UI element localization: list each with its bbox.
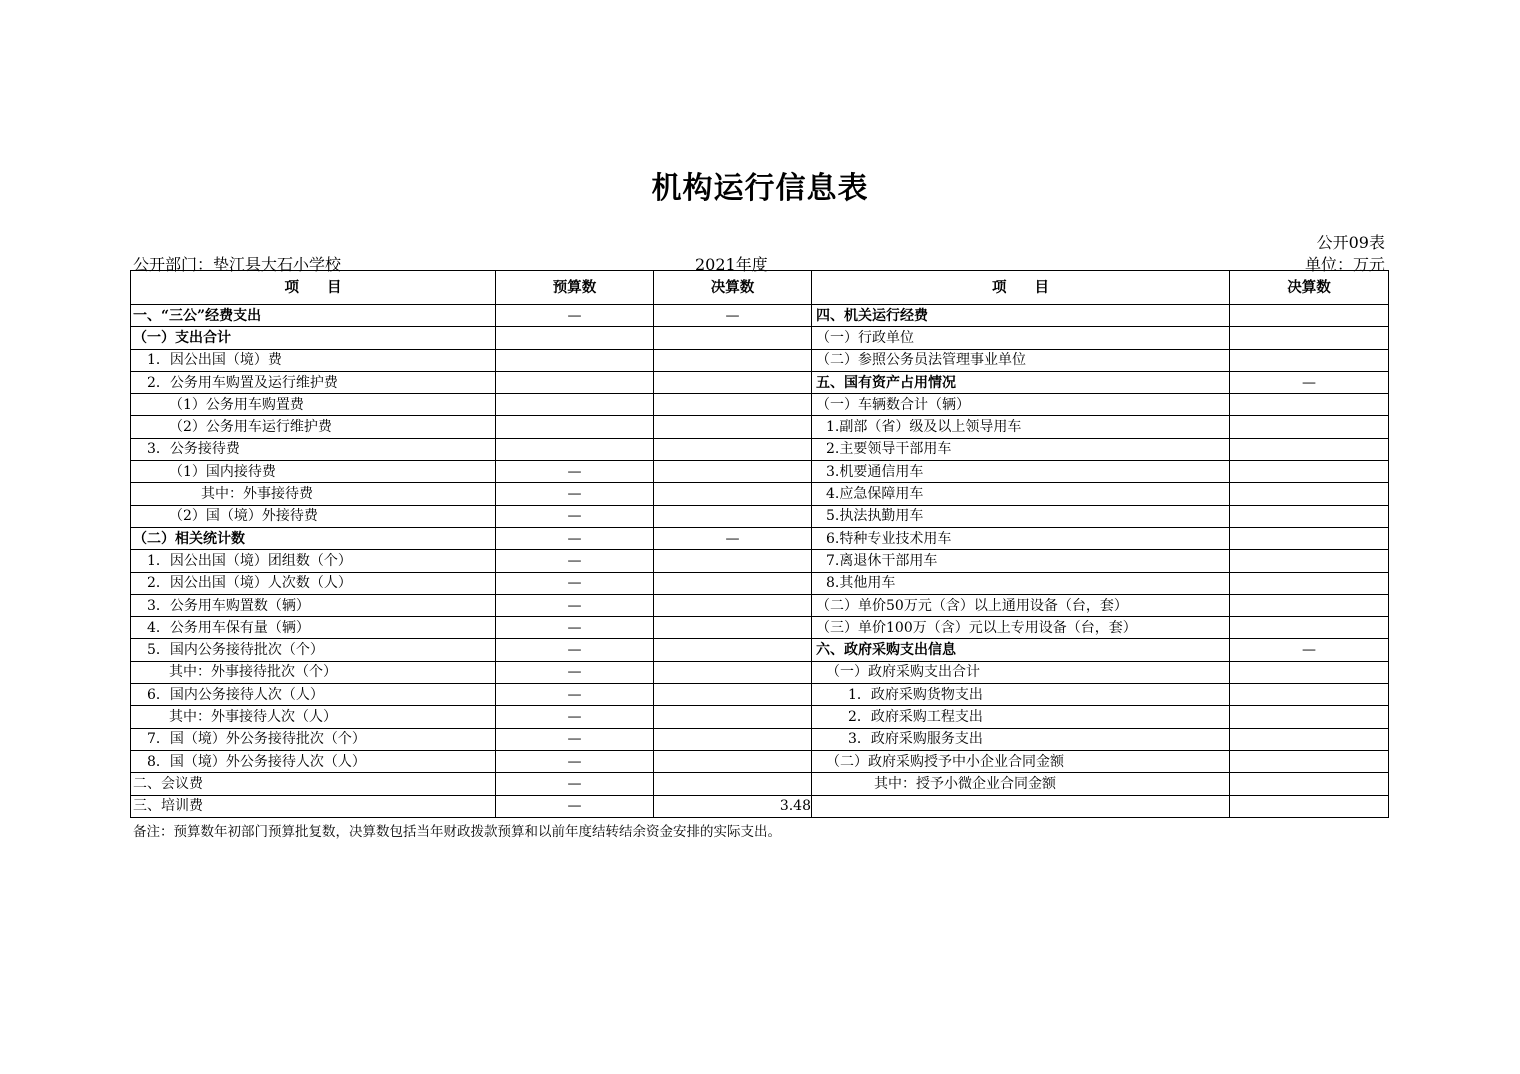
final-cell	[654, 327, 812, 349]
left-item-cell: 二、会议费	[131, 773, 496, 795]
right-item-cell: （二）政府采购授予中小企业合同金额	[812, 750, 1230, 772]
footnote: 备注：预算数年初部门预算批复数，决算数包括当年财政拨款预算和以前年度结转结余资金安排的实际支出。	[133, 824, 781, 840]
right-final-cell	[1230, 728, 1389, 750]
final-cell: 3.48	[654, 795, 812, 817]
info-table	[130, 270, 1389, 818]
table-row	[131, 305, 1389, 327]
table-row	[131, 349, 1389, 371]
right-final-cell	[1230, 349, 1389, 371]
final-cell	[654, 706, 812, 728]
right-final-cell	[1230, 438, 1389, 460]
right-final-cell	[1230, 461, 1389, 483]
budget-cell: —	[496, 305, 654, 327]
right-item-cell: 四、机关运行经费	[812, 305, 1230, 327]
unit-label: 单位：万元	[1304, 255, 1385, 274]
department-label: 公开部门：垫江县大石小学校	[133, 255, 342, 274]
left-item-cell: 1．因公出国（境）团组数（个）	[131, 550, 496, 572]
right-final-cell	[1230, 416, 1389, 438]
right-final-cell	[1230, 394, 1389, 416]
budget-cell: —	[496, 706, 654, 728]
left-item-cell: 3．公务接待费	[131, 438, 496, 460]
left-item-cell: 其中：外事接待人次（人）	[131, 706, 496, 728]
final-cell	[654, 750, 812, 772]
table-row	[131, 795, 1389, 817]
table-row	[131, 371, 1389, 393]
right-final-cell	[1230, 505, 1389, 527]
table-row	[131, 750, 1389, 772]
budget-cell	[496, 349, 654, 371]
right-item-cell: 3．政府采购服务支出	[812, 728, 1230, 750]
left-item-cell: 一、“三公”经费支出	[131, 305, 496, 327]
final-cell	[654, 438, 812, 460]
right-item-cell: 六、政府采购支出信息	[812, 639, 1230, 661]
right-final-cell: —	[1230, 639, 1389, 661]
final-cell	[654, 371, 812, 393]
final-cell	[654, 483, 812, 505]
right-item-cell: 1.副部（省）级及以上领导用车	[812, 416, 1230, 438]
left-item-cell: （二）相关统计数	[131, 527, 496, 549]
table-row	[131, 773, 1389, 795]
budget-cell: —	[496, 461, 654, 483]
form-number: 公开09表	[1316, 233, 1385, 252]
final-cell	[654, 550, 812, 572]
table-row	[131, 505, 1389, 527]
final-cell	[654, 394, 812, 416]
table-row	[131, 661, 1389, 683]
header-budget: 预算数	[496, 271, 654, 305]
table-row	[131, 594, 1389, 616]
budget-cell: —	[496, 594, 654, 616]
left-item-cell: 3．公务用车购置数（辆）	[131, 594, 496, 616]
budget-cell: —	[496, 550, 654, 572]
left-item-cell: 4．公务用车保有量（辆）	[131, 617, 496, 639]
right-final-cell	[1230, 795, 1389, 817]
table-row	[131, 416, 1389, 438]
right-item-cell: （二）单价50万元（含）以上通用设备（台，套）	[812, 594, 1230, 616]
table-row	[131, 438, 1389, 460]
right-final-cell	[1230, 750, 1389, 772]
table-row	[131, 461, 1389, 483]
budget-cell: —	[496, 795, 654, 817]
final-cell	[654, 661, 812, 683]
right-final-cell: —	[1230, 371, 1389, 393]
final-cell	[654, 349, 812, 371]
table-row	[131, 394, 1389, 416]
budget-cell: —	[496, 684, 654, 706]
table-row	[131, 327, 1389, 349]
table-row	[131, 617, 1389, 639]
right-final-cell	[1230, 550, 1389, 572]
budget-cell	[496, 438, 654, 460]
table-row	[131, 527, 1389, 549]
budget-cell: —	[496, 617, 654, 639]
left-item-cell: 其中：外事接待费	[131, 483, 496, 505]
right-final-cell	[1230, 483, 1389, 505]
final-cell	[654, 461, 812, 483]
budget-cell: —	[496, 750, 654, 772]
left-item-cell: 8．国（境）外公务接待人次（人）	[131, 750, 496, 772]
final-cell	[654, 572, 812, 594]
budget-cell	[496, 416, 654, 438]
right-item-cell: 7.离退休干部用车	[812, 550, 1230, 572]
right-final-cell	[1230, 706, 1389, 728]
right-final-cell	[1230, 572, 1389, 594]
left-item-cell: 7．国（境）外公务接待批次（个）	[131, 728, 496, 750]
header-final-right: 决算数	[1230, 271, 1389, 305]
right-item-cell: （一）车辆数合计（辆）	[812, 394, 1230, 416]
table-row	[131, 706, 1389, 728]
right-item-cell: 5.执法执勤用车	[812, 505, 1230, 527]
right-item-cell: 8.其他用车	[812, 572, 1230, 594]
left-item-cell: 其中：外事接待批次（个）	[131, 661, 496, 683]
right-item-cell: （三）单价100万（含）元以上专用设备（台，套）	[812, 617, 1230, 639]
table-header-row	[131, 271, 1389, 305]
left-item-cell: 5．国内公务接待批次（个）	[131, 639, 496, 661]
right-item-cell: 3.机要通信用车	[812, 461, 1230, 483]
budget-cell	[496, 394, 654, 416]
right-final-cell	[1230, 773, 1389, 795]
right-item-cell: 1．政府采购货物支出	[812, 684, 1230, 706]
right-final-cell	[1230, 661, 1389, 683]
fiscal-year-label: 2021年度	[695, 255, 768, 274]
left-item-cell: （2）公务用车运行维护费	[131, 416, 496, 438]
final-cell	[654, 617, 812, 639]
final-cell: —	[654, 305, 812, 327]
left-item-cell: （1）国内接待费	[131, 461, 496, 483]
right-final-cell	[1230, 594, 1389, 616]
table-row	[131, 572, 1389, 594]
budget-cell: —	[496, 773, 654, 795]
budget-cell	[496, 371, 654, 393]
final-cell	[654, 639, 812, 661]
budget-cell: —	[496, 483, 654, 505]
left-item-cell: 2．因公出国（境）人次数（人）	[131, 572, 496, 594]
right-item-cell	[812, 795, 1230, 817]
table-row	[131, 483, 1389, 505]
budget-cell: —	[496, 527, 654, 549]
right-item-cell: 五、国有资产占用情况	[812, 371, 1230, 393]
right-item-cell: （一）政府采购支出合计	[812, 661, 1230, 683]
left-item-cell: 三、培训费	[131, 795, 496, 817]
right-final-cell	[1230, 305, 1389, 327]
right-item-cell: 4.应急保障用车	[812, 483, 1230, 505]
final-cell	[654, 773, 812, 795]
final-cell	[654, 594, 812, 616]
right-final-cell	[1230, 617, 1389, 639]
left-item-cell: 6．国内公务接待人次（人）	[131, 684, 496, 706]
right-item-cell: 6.特种专业技术用车	[812, 527, 1230, 549]
right-item-cell: （二）参照公务员法管理事业单位	[812, 349, 1230, 371]
right-item-cell: 2.主要领导干部用车	[812, 438, 1230, 460]
table-row	[131, 684, 1389, 706]
header-item-left: 项 目	[131, 271, 496, 305]
table-row	[131, 639, 1389, 661]
left-item-cell: （2）国（境）外接待费	[131, 505, 496, 527]
budget-cell: —	[496, 572, 654, 594]
budget-cell: —	[496, 505, 654, 527]
header-item-right: 项 目	[812, 271, 1230, 305]
left-item-cell: （一）支出合计	[131, 327, 496, 349]
right-item-cell: 其中：授予小微企业合同金额	[812, 773, 1230, 795]
final-cell	[654, 505, 812, 527]
final-cell	[654, 684, 812, 706]
right-final-cell	[1230, 327, 1389, 349]
final-cell: —	[654, 527, 812, 549]
right-final-cell	[1230, 527, 1389, 549]
budget-cell: —	[496, 728, 654, 750]
right-final-cell	[1230, 684, 1389, 706]
right-item-cell: 2．政府采购工程支出	[812, 706, 1230, 728]
right-item-cell: （一）行政单位	[812, 327, 1230, 349]
header-final: 决算数	[654, 271, 812, 305]
table-row	[131, 728, 1389, 750]
final-cell	[654, 416, 812, 438]
page-title: 机构运行信息表	[651, 171, 869, 206]
left-item-cell: 1．因公出国（境）费	[131, 349, 496, 371]
budget-cell: —	[496, 661, 654, 683]
left-item-cell: （1）公务用车购置费	[131, 394, 496, 416]
table-row	[131, 550, 1389, 572]
left-item-cell: 2．公务用车购置及运行维护费	[131, 371, 496, 393]
budget-cell: —	[496, 639, 654, 661]
final-cell	[654, 728, 812, 750]
budget-cell	[496, 327, 654, 349]
